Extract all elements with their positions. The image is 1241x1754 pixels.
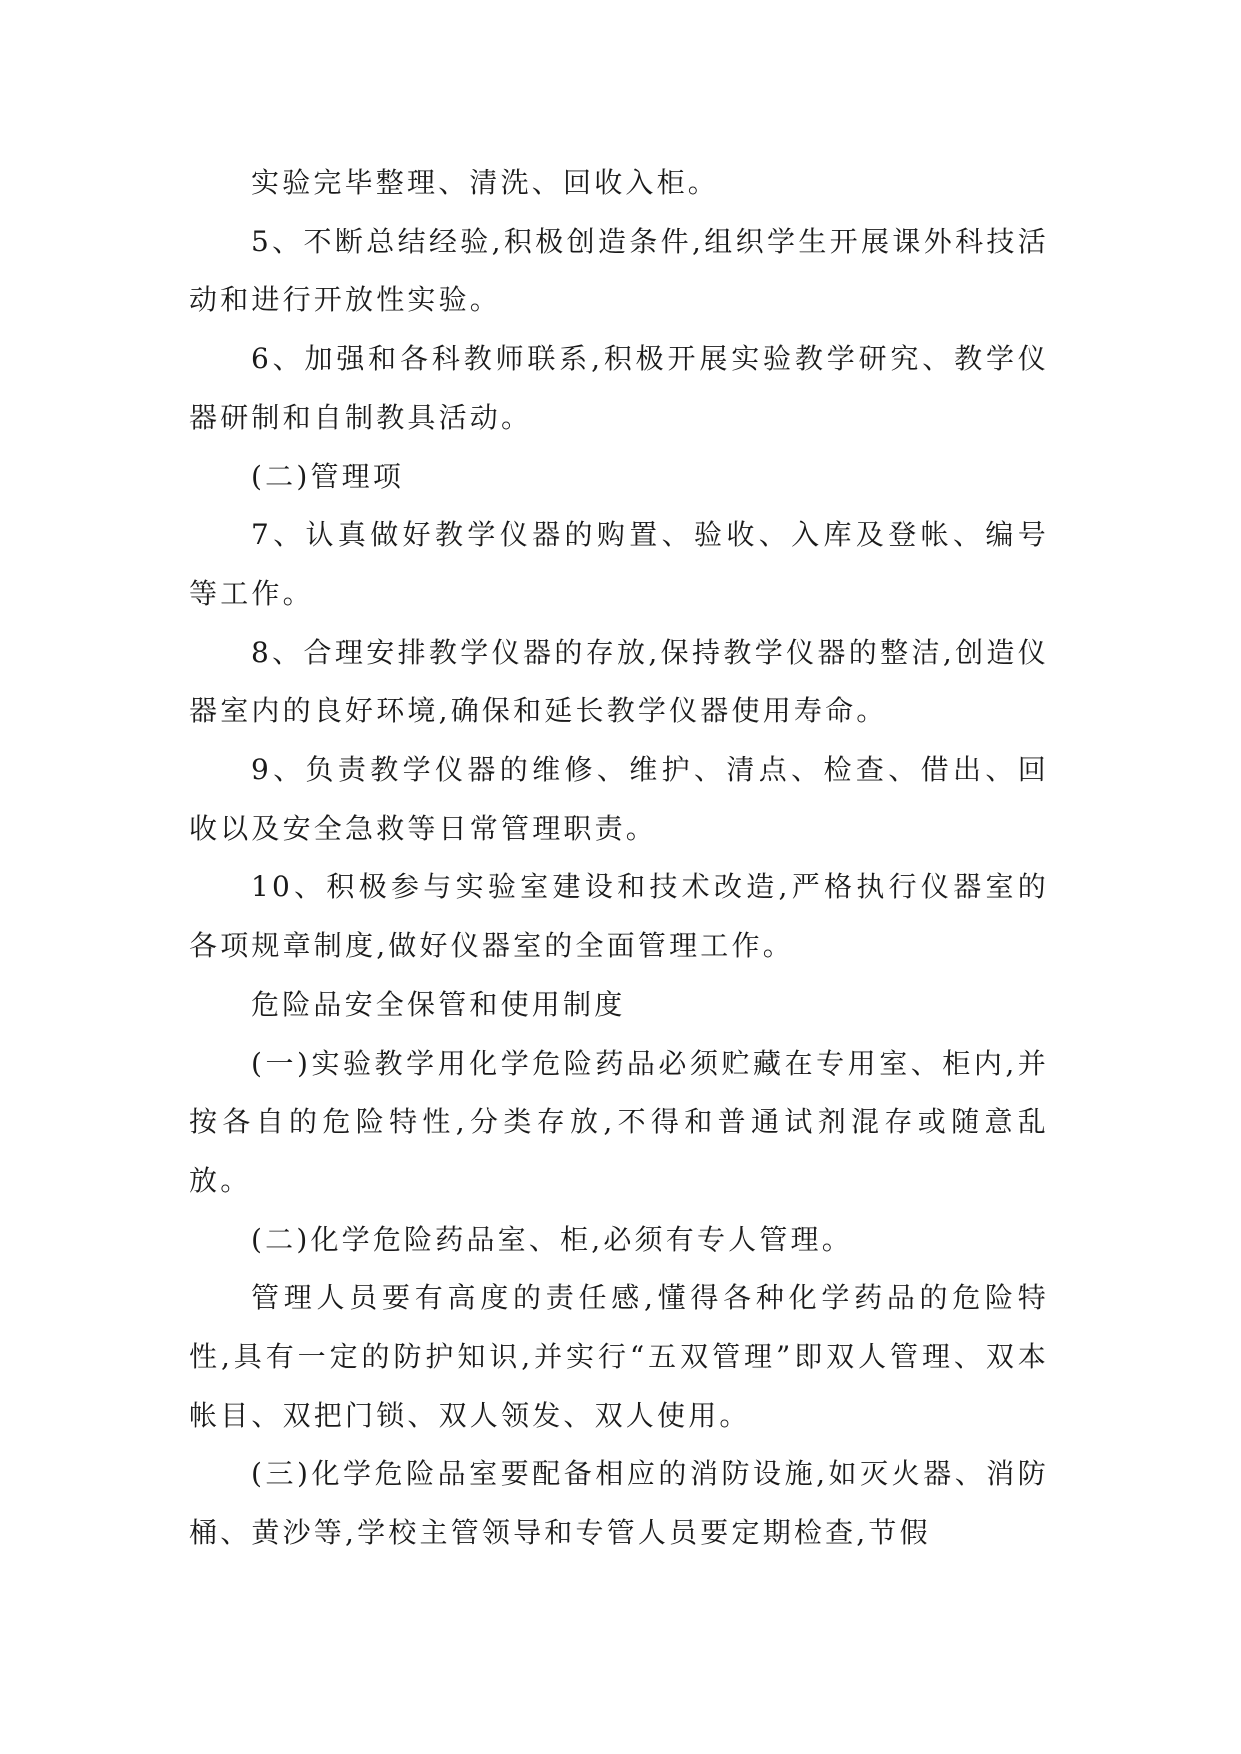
paragraph-item-9: 9、负责教学仪器的维修、维护、清点、检查、借出、回收以及安全急救等日常管理职责。	[189, 753, 1049, 845]
paragraph-item-7: 7、认真做好教学仪器的购置、验收、入库及登帐、编号等工作。	[189, 518, 1049, 610]
paragraph-rule-3: (三)化学危险品室要配备相应的消防设施,如灭火器、消防桶、黄沙等,学校主管领导和专管人员要定期检查,节假	[189, 1457, 1049, 1550]
paragraph-rule-2: (二)化学危险药品室、柜,必须有专人管理。	[251, 1222, 853, 1256]
section-heading-hazardous-materials: 危险品安全保管和使用制度	[251, 987, 626, 1021]
section-heading-management: (二)管理项	[251, 459, 405, 493]
paragraph-item-5: 5、不断总结经验,积极创造条件,组织学生开展课外科技活动和进行开放性实验。	[189, 224, 1049, 317]
paragraph-rule-1: (一)实验教学用化学危险药品必须贮藏在专用室、柜内,并按各自的危险特性,分类存放,不得和普通试剂混存或随意乱放。	[189, 1046, 1049, 1197]
paragraph-cleanup: 实验完毕整理、清洗、回收入柜。	[251, 166, 720, 199]
paragraph-item-10: 10、积极参与实验室建设和技术改造,严格执行仪器室的各项规章制度,做好仪器室的全面管理工作。	[189, 870, 1049, 963]
paragraph-rule-2-detail: 管理人员要有高度的责任感,懂得各种化学药品的危险特性,具有一定的防护知识,并实行“五双管理”即双人管理、双本帐目、双把门锁、双人领发、双人使用。	[189, 1281, 1049, 1432]
paragraph-item-6: 6、加强和各科教师联系,积极开展实验教学研究、教学仪器研制和自制教具活动。	[189, 342, 1049, 434]
document-body	[189, 154, 1049, 1563]
paragraph-item-8: 8、合理安排教学仪器的存放,保持教学仪器的整洁,创造仪器室内的良好环境,确保和延长教学仪器使用寿命。	[189, 635, 1049, 728]
